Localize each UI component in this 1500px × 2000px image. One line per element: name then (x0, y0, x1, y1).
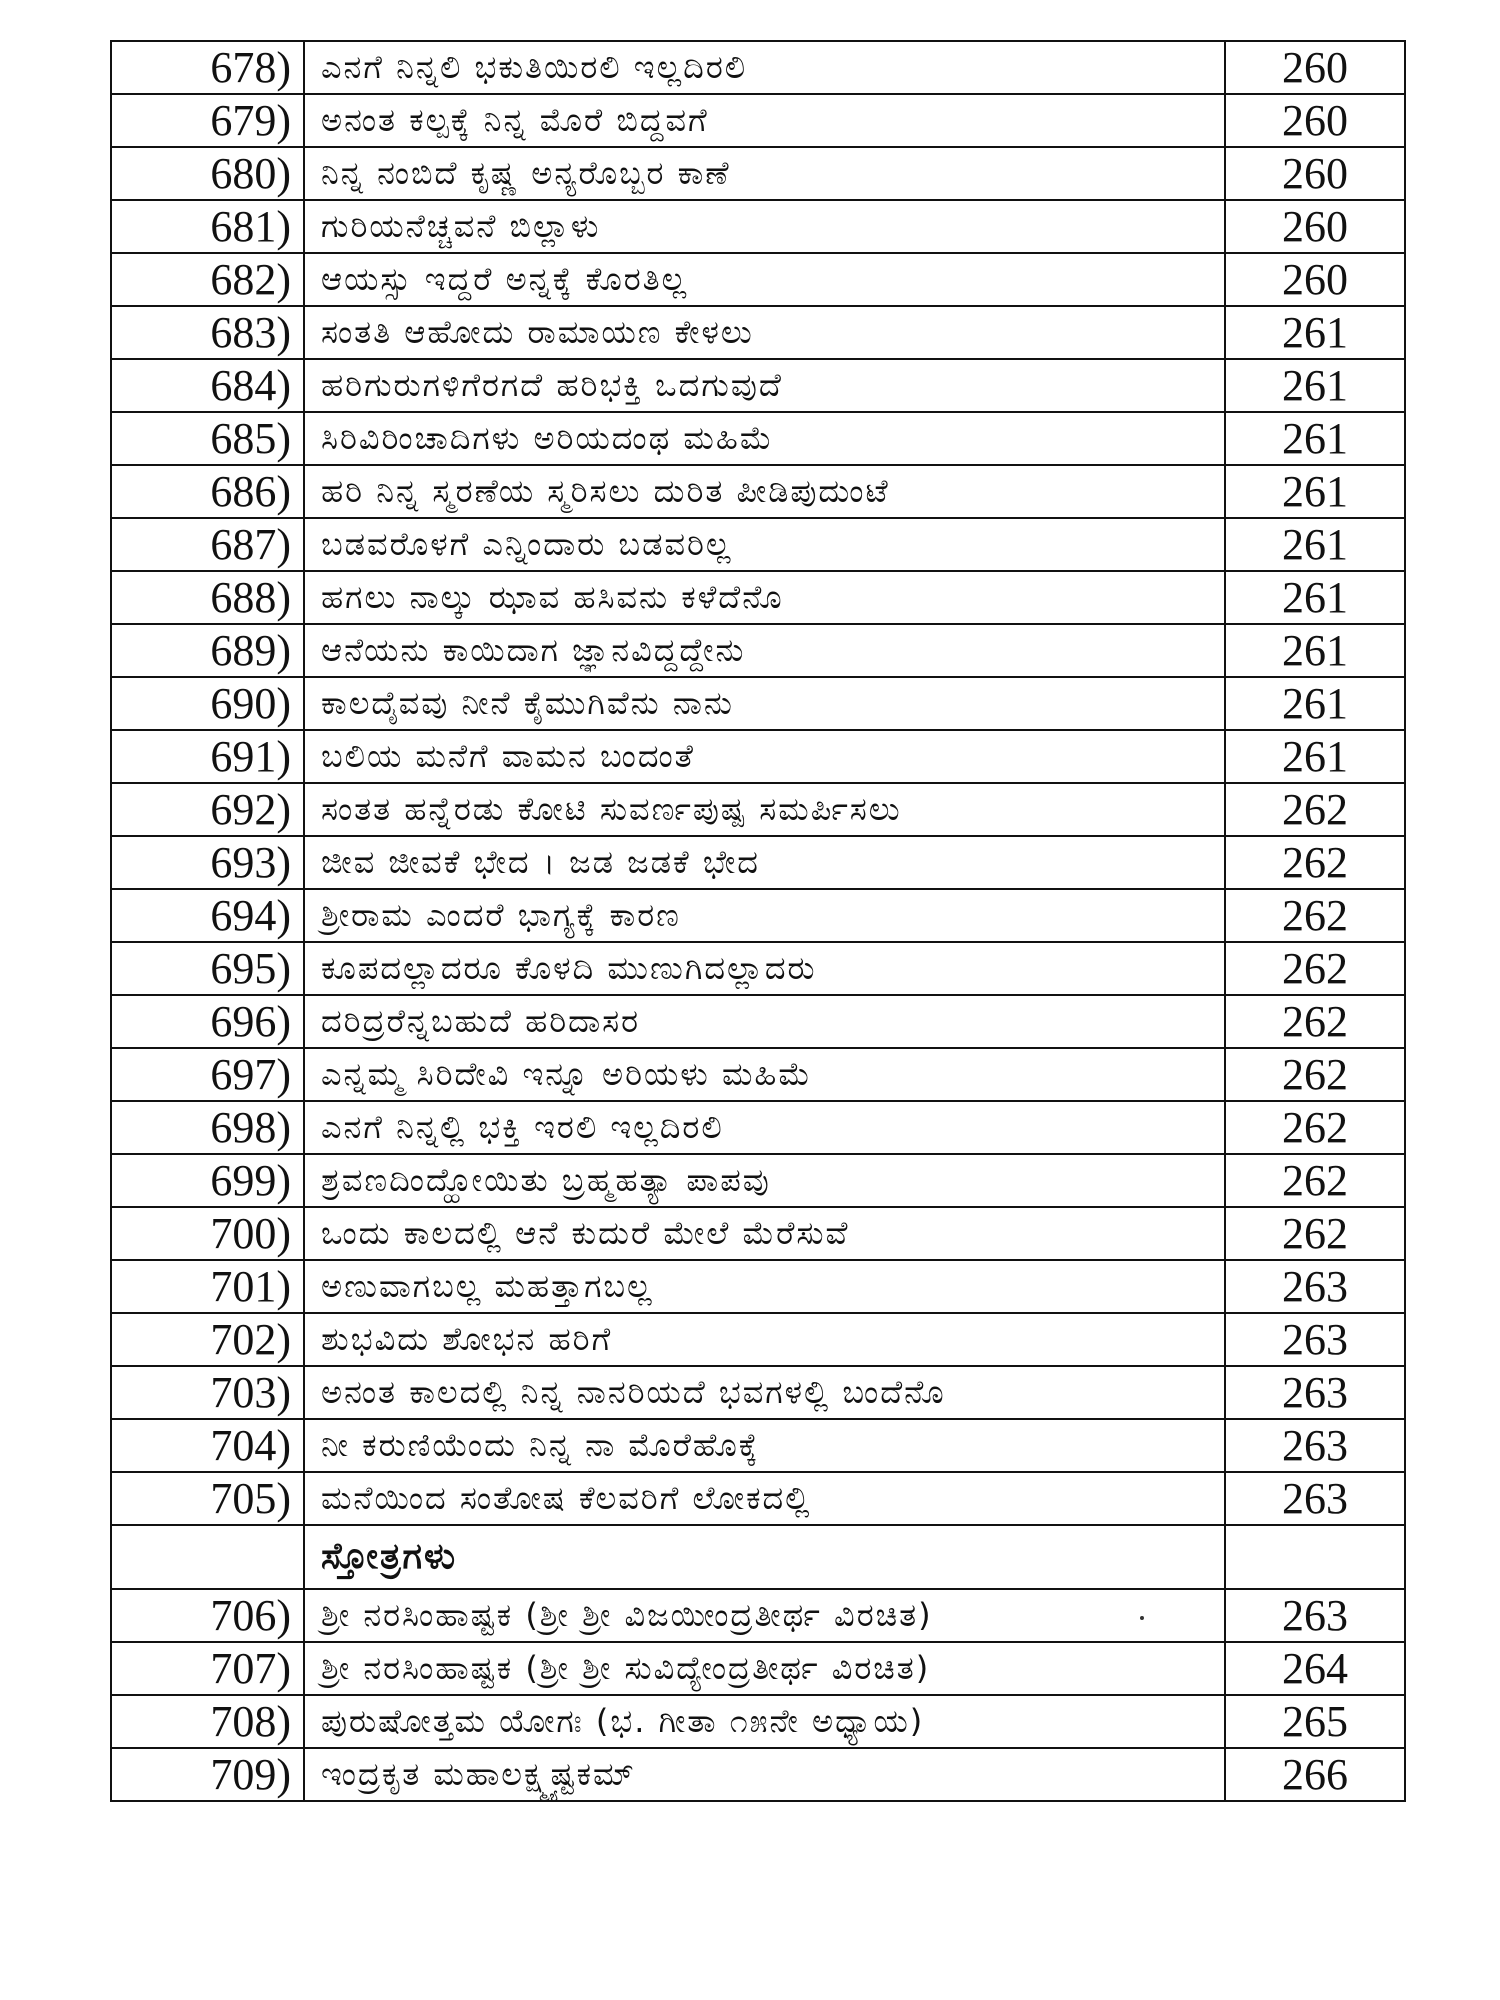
page-number: 262 (1225, 1101, 1405, 1154)
table-row (111, 1695, 1405, 1748)
entry-number: 707) (111, 1642, 304, 1695)
table-row (111, 730, 1405, 783)
page-number: 262 (1225, 942, 1405, 995)
table-row (111, 518, 1405, 571)
page-number: 261 (1225, 359, 1405, 412)
table-row (111, 942, 1405, 995)
entry-title: ಅಣುವಾಗಬಲ್ಲ ಮಹತ್ತಾಗಬಲ್ಲ (304, 1260, 1225, 1313)
entry-title: ಎನಗೆ ನಿನ್ನಲ್ಲಿ ಭಕ್ತಿ ಇರಲಿ ಇಲ್ಲದಿರಲಿ (304, 1101, 1225, 1154)
entry-number: 691) (111, 730, 304, 783)
entry-title: ಗುರಿಯನೆಚ್ಚವನೆ ಬಿಲ್ಲಾಳು (304, 200, 1225, 253)
entry-title: ಎನಗೆ ನಿನ್ನಲಿ ಭಕುತಿಯಿರಲಿ ಇಲ್ಲದಿರಲಿ (304, 41, 1225, 94)
table-row (111, 1154, 1405, 1207)
entry-title: ಸಂತತಿ ಆಹೋದು ರಾಮಾಯಣ ಕೇಳಲು (304, 306, 1225, 359)
table-row (111, 836, 1405, 889)
page-number: 262 (1225, 1154, 1405, 1207)
entry-number: 689) (111, 624, 304, 677)
entry-title: ನಿನ್ನ ನಂಬಿದೆ ಕೃಷ್ಣ ಅನ್ಯರೊಬ್ಬರ ಕಾಣೆ (304, 147, 1225, 200)
empty-cell (1225, 1525, 1405, 1589)
entry-number: 686) (111, 465, 304, 518)
page-number: 262 (1225, 783, 1405, 836)
entry-number: 682) (111, 253, 304, 306)
table-row (111, 624, 1405, 677)
page-number: 261 (1225, 571, 1405, 624)
entry-number: 694) (111, 889, 304, 942)
page-number: 260 (1225, 147, 1405, 200)
entry-title: ಶ್ರವಣದಿಂದ್ಹೋಯಿತು ಬ್ರಹ್ಮಹತ್ಯಾ ಪಾಪವು (304, 1154, 1225, 1207)
entry-number: 693) (111, 836, 304, 889)
page-number: 263 (1225, 1472, 1405, 1525)
entry-number: 706) (111, 1589, 304, 1642)
entry-title: ಕೂಪದಲ್ಲಾದರೂ ಕೊಳದಿ ಮುಣುಗಿದಲ್ಲಾದರು (304, 942, 1225, 995)
entry-number: 692) (111, 783, 304, 836)
table-row (111, 677, 1405, 730)
entry-number: 697) (111, 1048, 304, 1101)
entry-title: ಹರಿಗುರುಗಳಿಗೆರಗದೆ ಹರಿಭಕ್ತಿ ಒದಗುವುದೆ (304, 359, 1225, 412)
entry-title: ಇಂದ್ರಕೃತ ಮಹಾಲಕ್ಷ್ಮ್ಯಷ್ಟಕಮ್ (304, 1748, 1225, 1801)
table-row (111, 889, 1405, 942)
entry-number: 700) (111, 1207, 304, 1260)
table-row (111, 41, 1405, 94)
table-row (111, 359, 1405, 412)
page-number: 262 (1225, 1048, 1405, 1101)
entry-title: ಕಾಲದೈವವು ನೀನೆ ಕೈಮುಗಿವೆನು ನಾನು (304, 677, 1225, 730)
page-number: 261 (1225, 465, 1405, 518)
table-row (111, 465, 1405, 518)
entry-title: ಬಲಿಯ ಮನೆಗೆ ವಾಮನ ಬಂದಂತೆ (304, 730, 1225, 783)
page-number: 261 (1225, 730, 1405, 783)
entry-number: 688) (111, 571, 304, 624)
entry-title: ಅನಂತ ಕಾಲದಲ್ಲಿ ನಿನ್ನ ನಾನರಿಯದೆ ಭವಗಳಲ್ಲಿ ಬಂದೆನೊ (304, 1366, 1225, 1419)
table-row (111, 1207, 1405, 1260)
table-row (111, 1642, 1405, 1695)
entry-title: ಶ್ರೀ ನರಸಿಂಹಾಷ್ಟಕ (ಶ್ರೀ ಶ್ರೀ ವಿಜಯೀಂದ್ರತೀರ್ಥ ವಿರಚಿತ) (304, 1589, 1225, 1642)
table-row (111, 995, 1405, 1048)
table-row (111, 253, 1405, 306)
entry-title: ಶ್ರೀ ನರಸಿಂಹಾಷ್ಟಕ (ಶ್ರೀ ಶ್ರೀ ಸುವಿದ್ಯೇಂದ್ರತೀರ್ಥ ವಿರಚಿತ) (304, 1642, 1225, 1695)
table-row (111, 783, 1405, 836)
empty-cell (111, 1525, 304, 1589)
page-number: 263 (1225, 1260, 1405, 1313)
entry-number: 704) (111, 1419, 304, 1472)
page-number: 261 (1225, 412, 1405, 465)
entry-title: ಆಯಸ್ಸು ಇದ್ದರೆ ಅನ್ನಕ್ಕೆ ಕೊರತಿಲ್ಲ (304, 253, 1225, 306)
entry-number: 708) (111, 1695, 304, 1748)
entry-number: 705) (111, 1472, 304, 1525)
table-row (111, 1101, 1405, 1154)
page-number: 263 (1225, 1589, 1405, 1642)
entry-title: ಎನ್ನಮ್ಮ ಸಿರಿದೇವಿ ಇನ್ನೂ ಅರಿಯಳು ಮಹಿಮೆ (304, 1048, 1225, 1101)
contents-table (110, 40, 1406, 1802)
section-heading-row (111, 1525, 1405, 1589)
entry-title: ಶ್ರೀರಾಮ ಎಂದರೆ ಭಾಗ್ಯಕ್ಕೆ ಕಾರಣ (304, 889, 1225, 942)
page-number: 260 (1225, 253, 1405, 306)
page-number: 260 (1225, 41, 1405, 94)
page-number: 265 (1225, 1695, 1405, 1748)
page-number: 262 (1225, 1207, 1405, 1260)
table-row (111, 147, 1405, 200)
table-row (111, 200, 1405, 253)
entry-number: 685) (111, 412, 304, 465)
table-row (111, 412, 1405, 465)
entry-number: 678) (111, 41, 304, 94)
entry-title: ಮನೆಯಿಂದ ಸಂತೋಷ ಕೆಲವರಿಗೆ ಲೋಕದಲ್ಲಿ (304, 1472, 1225, 1525)
page-number: 261 (1225, 518, 1405, 571)
entry-number: 695) (111, 942, 304, 995)
entry-title: ಸಿರಿವಿರಿಂಚಾದಿಗಳು ಅರಿಯದಂಥ ಮಹಿಮೆ (304, 412, 1225, 465)
contents-table-body (111, 41, 1405, 1801)
entry-number: 684) (111, 359, 304, 412)
page-number: 263 (1225, 1366, 1405, 1419)
entry-number: 690) (111, 677, 304, 730)
page-number: 260 (1225, 200, 1405, 253)
entry-number: 698) (111, 1101, 304, 1154)
table-row (111, 1313, 1405, 1366)
entry-title: ನೀ ಕರುಣಿಯೆಂದು ನಿನ್ನ ನಾ ಮೊರೆಹೊಕ್ಕೆ (304, 1419, 1225, 1472)
page-number: 261 (1225, 306, 1405, 359)
entry-title: ಪುರುಷೋತ್ತಮ ಯೋಗಃ (ಭ. ಗೀತಾ ೧೫ನೇ ಅಧ್ಯಾಯ) (304, 1695, 1225, 1748)
table-row (111, 1472, 1405, 1525)
page-number: 266 (1225, 1748, 1405, 1801)
entry-number: 687) (111, 518, 304, 571)
table-row (111, 1260, 1405, 1313)
page-number: 263 (1225, 1313, 1405, 1366)
entry-title: ಹಗಲು ನಾಲ್ಕು ಝಾವ ಹಸಿವನು ಕಳೆದೆನೊ (304, 571, 1225, 624)
entry-number: 696) (111, 995, 304, 1048)
page-number: 262 (1225, 995, 1405, 1048)
table-row (111, 94, 1405, 147)
table-row (111, 1366, 1405, 1419)
table-row (111, 1419, 1405, 1472)
entry-number: 679) (111, 94, 304, 147)
page-number: 261 (1225, 624, 1405, 677)
page-number: 264 (1225, 1642, 1405, 1695)
entry-title: ಶುಭವಿದು ಶೋಭನ ಹರಿಗೆ (304, 1313, 1225, 1366)
entry-number: 680) (111, 147, 304, 200)
entry-title: ದರಿದ್ರರೆನ್ನಬಹುದೆ ಹರಿದಾಸರ (304, 995, 1225, 1048)
table-row (111, 571, 1405, 624)
table-row (111, 1048, 1405, 1101)
entry-number: 681) (111, 200, 304, 253)
entry-title: ಆನೆಯನು ಕಾಯಿದಾಗ ಜ್ಞಾನವಿದ್ದದ್ದೇನು (304, 624, 1225, 677)
section-heading: ಸ್ತೋತ್ರಗಳು (304, 1525, 1225, 1589)
page-number: 260 (1225, 94, 1405, 147)
entry-title: ಹರಿ ನಿನ್ನ ಸ್ಮರಣೆಯ ಸ್ಮರಿಸಲು ದುರಿತ ಪೀಡಿಪುದುಂಟೆ (304, 465, 1225, 518)
page-number: 262 (1225, 836, 1405, 889)
entry-number: 683) (111, 306, 304, 359)
table-row (111, 1748, 1405, 1801)
table-row (111, 306, 1405, 359)
entry-number: 703) (111, 1366, 304, 1419)
entry-title: ಬಡವರೊಳಗೆ ಎನ್ನಿಂದಾರು ಬಡವರಿಲ್ಲ (304, 518, 1225, 571)
page-number: 263 (1225, 1419, 1405, 1472)
entry-number: 702) (111, 1313, 304, 1366)
entry-number: 709) (111, 1748, 304, 1801)
stray-mark (1140, 1616, 1144, 1620)
entry-title: ಸಂತತ ಹನ್ನೆರಡು ಕೋಟಿ ಸುವರ್ಣಪುಷ್ಪ ಸಮರ್ಪಿಸಲು (304, 783, 1225, 836)
entry-title: ಒಂದು ಕಾಲದಲ್ಲಿ ಆನೆ ಕುದುರೆ ಮೇಲೆ ಮೆರೆಸುವೆ (304, 1207, 1225, 1260)
entry-number: 701) (111, 1260, 304, 1313)
entry-number: 699) (111, 1154, 304, 1207)
page-number: 262 (1225, 889, 1405, 942)
table-row (111, 1589, 1405, 1642)
entry-title: ಅನಂತ ಕಲ್ಪಕ್ಕೆ ನಿನ್ನ ಮೊರೆ ಬಿದ್ದವಗೆ (304, 94, 1225, 147)
page-number: 261 (1225, 677, 1405, 730)
entry-title: ಜೀವ ಜೀವಕೆ ಭೇದ । ಜಡ ಜಡಕೆ ಭೇದ (304, 836, 1225, 889)
